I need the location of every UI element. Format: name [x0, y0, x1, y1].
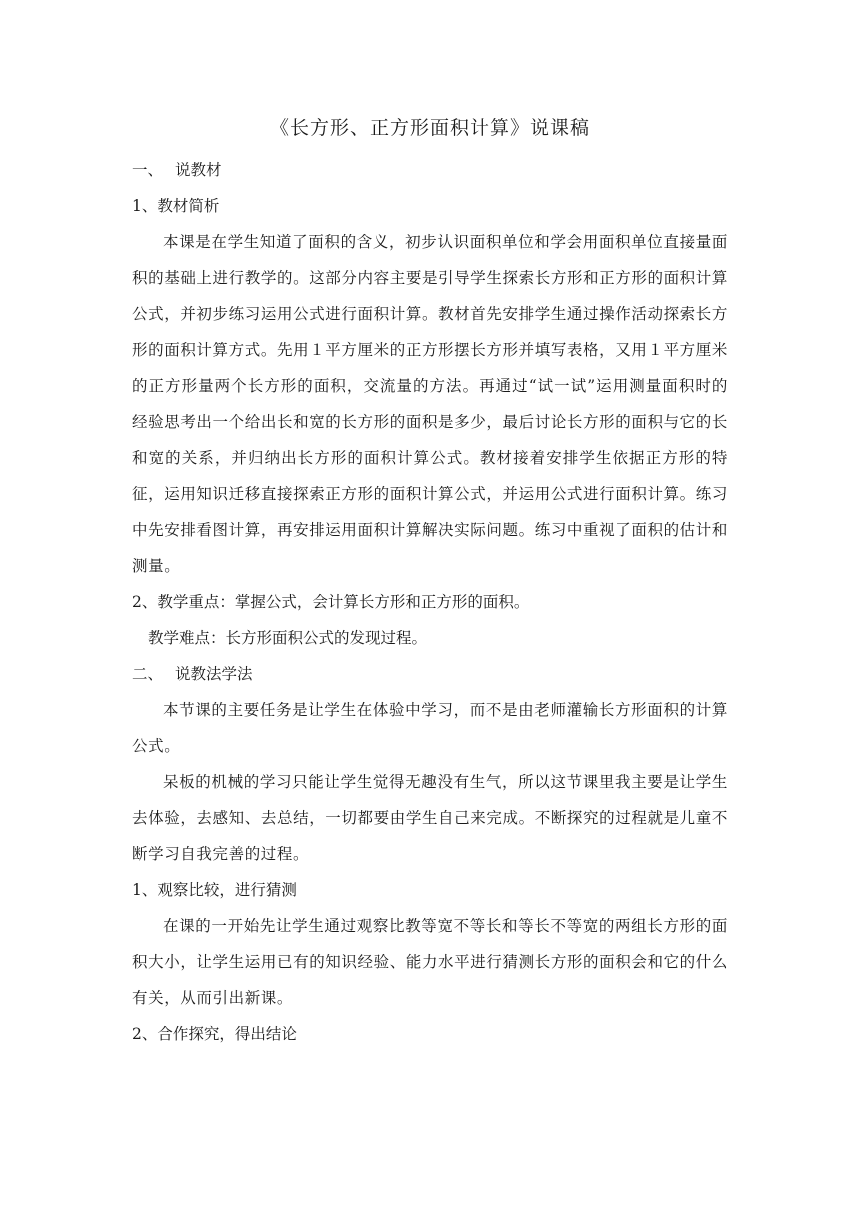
section-heading-methods [132, 656, 728, 692]
section-number: 二、 [132, 665, 164, 683]
paragraph-textbook-analysis: 本课是在学生知道了面积的含义，初步认识面积单位和学会用面积单位直接量面积的基础上进行教学的。这部分内容主要是引导学生探索长方形和正方形的面积计算公式，并初步练习运用公式进行面积计算。教材首先安排学生通过操作活动探索长方形的面积计算方式。先用１平方厘米的正方形摆长方形并填写表格，又用１平方厘米的正方形量两个长方形的面积，交流量的方法。再通过“试一试”运用测量面积时的经验思考出一个给出长和宽的长方形的面积是多少，最后讨论长方形的面积与它的长和宽的关系，并归纳出长方形的面积计算公式。教材接着安排学生依据正方形的特征，运用知识迁移直接探索正方形的面积计算公式，并运用公式进行面积计算。练习中先安排看图计算，再安排运用面积计算解决实际问题。练习中重视了面积的估计和测量。 [132, 233, 728, 575]
subheading-cooperative-inquiry: 2、合作探究，得出结论 [132, 1025, 297, 1043]
section-number: 一、 [132, 161, 164, 179]
paragraph-experience-learning: 呆板的机械的学习只能让学生觉得无趣没有生气，所以这节课里我主要是让学生去体验，去感知、去总结，一切都要由学生自己来完成。不断探究的过程就是儿童不断学习自我完善的过程。 [132, 773, 728, 863]
document-page [132, 112, 728, 1052]
section-label: 说教材 [175, 161, 222, 179]
paragraph-main-task: 本节课的主要任务是让学生在体验中学习，而不是由老师灌输长方形面积的计算公式。 [132, 701, 728, 755]
section-heading-textbook [132, 152, 728, 188]
teaching-difficulty: 教学难点：长方形面积公式的发现过程。 [148, 629, 428, 647]
section-label: 说教法学法 [175, 665, 253, 683]
teaching-key-points: 2、教学重点：掌握公式，会计算长方形和正方形的面积。 [132, 593, 530, 611]
paragraph-observe-compare: 在课的一开始先让学生通过观察比教等宽不等长和等长不等宽的两组长方形的面积大小，让学生运用已有的知识经验、能力水平进行猜测长方形的面积会和它的什么有关，从而引出新课。 [132, 917, 728, 1007]
subheading-observe-compare: 1、观察比较，进行猜测 [132, 881, 297, 899]
document-title: 《长方形、正方形面积计算》说课稿 [269, 117, 590, 139]
subheading-textbook-analysis: 1、教材简析 [132, 197, 220, 215]
